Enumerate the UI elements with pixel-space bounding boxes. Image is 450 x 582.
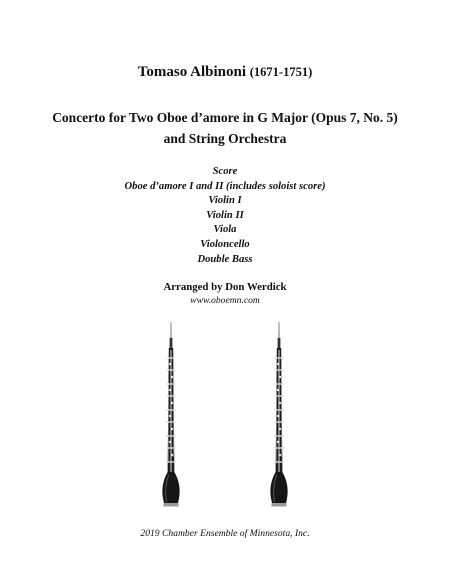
composer-years: (1671-1751): [249, 65, 313, 79]
title-line-1: Concerto for Two Oboe d’amore in G Major (Opus 7, No. 5): [52, 110, 398, 125]
oboe-icon: [270, 322, 287, 507]
copyright-footer: 2019 Chamber Ensemble of Minnesota, Inc.: [140, 528, 310, 539]
title-line-2: and String Orchestra: [163, 131, 287, 146]
parts-list: [0, 165, 450, 267]
part-score: Score: [212, 166, 238, 177]
part-violin-1: Violin I: [208, 195, 242, 207]
composer-line: [0, 64, 450, 81]
oboe-damore-illustration-right: [264, 322, 294, 512]
part-violin-2: Violin II: [206, 209, 244, 221]
part-violoncello: Violoncello: [200, 238, 250, 250]
arranger-credit: Arranged by Don Werdick: [163, 281, 287, 293]
part-oboe-damore: Oboe d’amore I and II (includes soloist score): [124, 180, 326, 192]
composer-name: Tomaso Albinoni: [137, 64, 246, 80]
part-viola: Viola: [213, 224, 237, 236]
oboe-damore-illustration-left: [156, 322, 186, 512]
website-link[interactable]: www.oboemn.com: [190, 295, 260, 306]
part-double-bass: Double Bass: [197, 253, 253, 265]
oboe-icon: [162, 322, 179, 507]
